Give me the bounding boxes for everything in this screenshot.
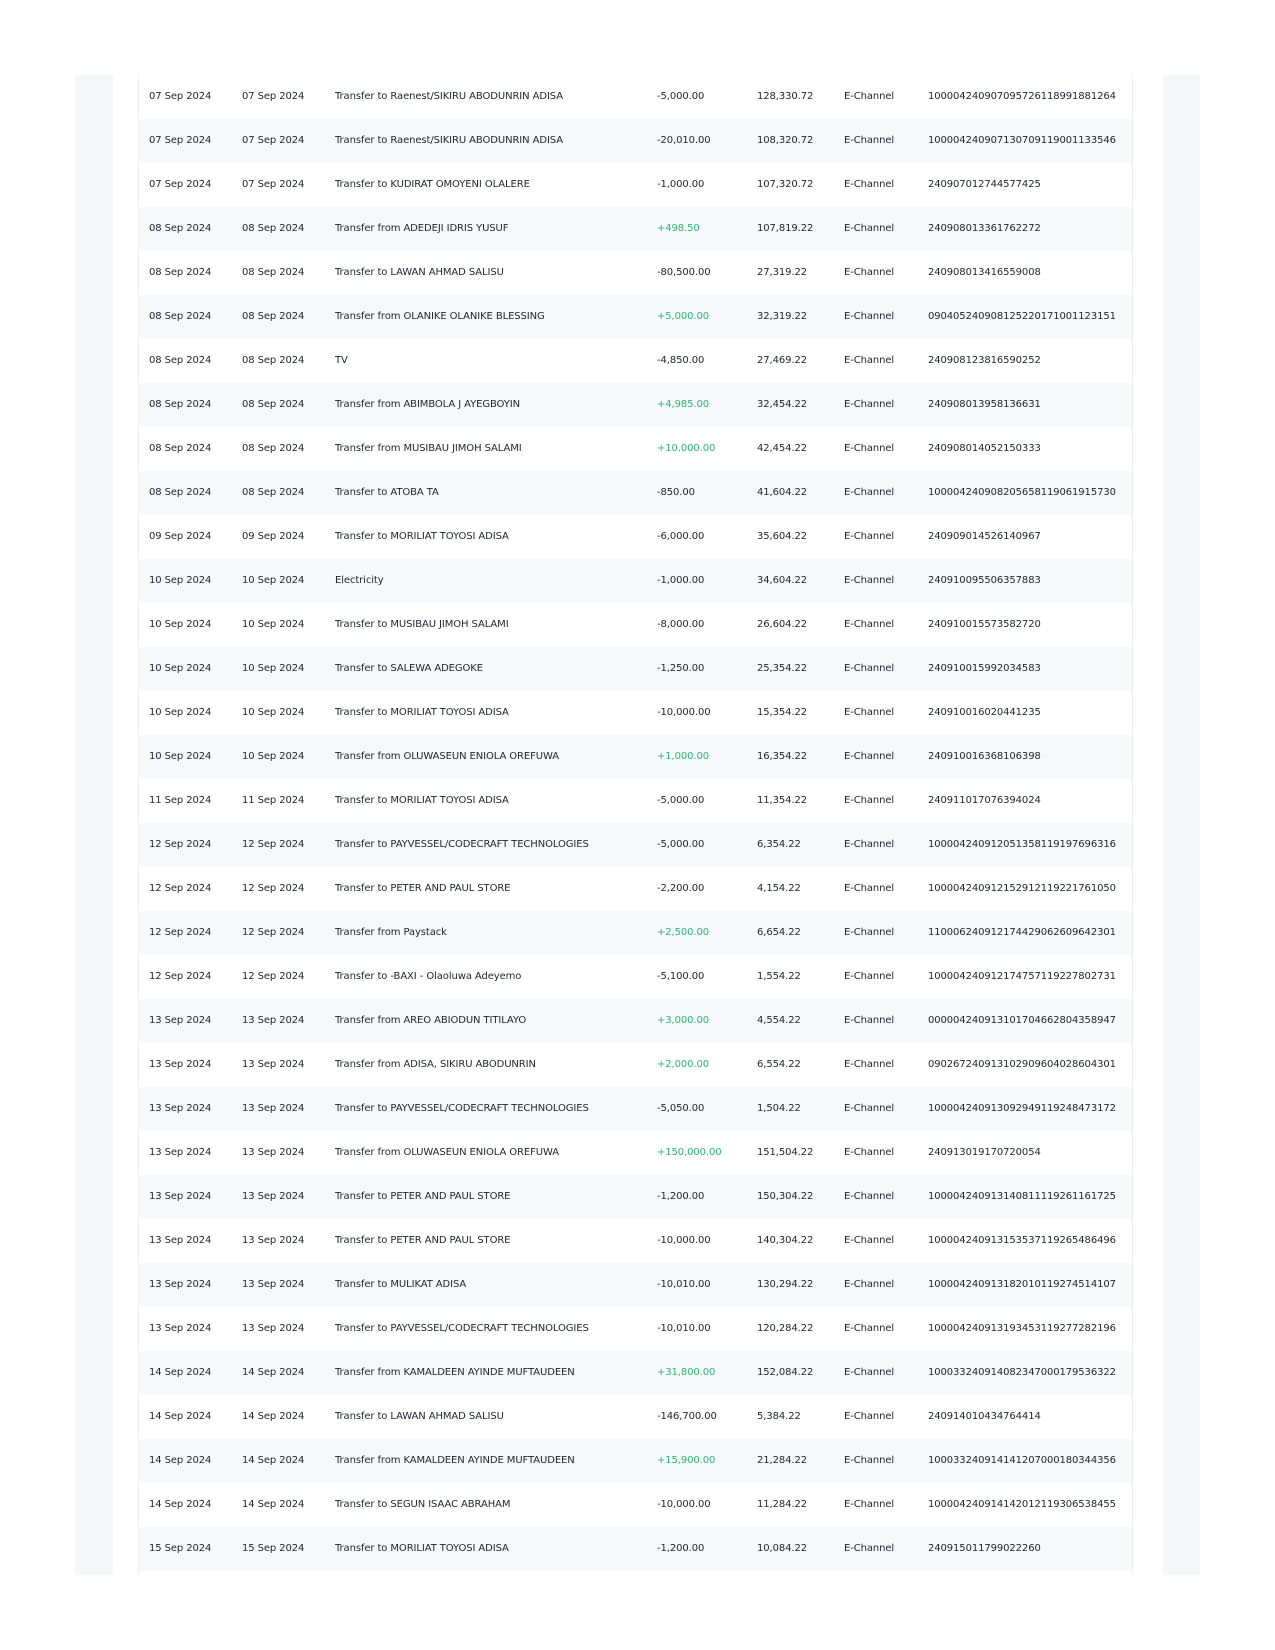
transaction-description: Transfer to SALEWA ADEGOKE (335, 663, 483, 674)
transaction-date: 12 Sep 2024 (149, 839, 212, 850)
running-balance: 6,654.22 (757, 927, 801, 938)
transaction-date: 13 Sep 2024 (149, 1279, 212, 1290)
transaction-date: 10 Sep 2024 (149, 575, 212, 586)
value-date: 14 Sep 2024 (242, 1499, 305, 1510)
running-balance: 6,554.22 (757, 1059, 801, 1070)
statement-sheet (138, 75, 1133, 1575)
transaction-channel: E-Channel (844, 1499, 895, 1510)
transaction-amount: -5,000.00 (657, 91, 705, 102)
value-date: 12 Sep 2024 (242, 839, 305, 850)
transaction-channel: E-Channel (844, 443, 895, 454)
transaction-amount: -5,100.00 (657, 971, 705, 982)
transaction-channel: E-Channel (844, 355, 895, 366)
table-row (139, 251, 1132, 295)
transaction-channel: E-Channel (844, 1411, 895, 1422)
transaction-reference: 100004240907095726118991881264 (928, 91, 1116, 102)
table-row (139, 75, 1132, 119)
running-balance: 152,084.22 (757, 1367, 814, 1378)
transaction-reference: 100004240912051358119197696316 (928, 839, 1116, 850)
transaction-date: 07 Sep 2024 (149, 91, 212, 102)
transaction-date: 08 Sep 2024 (149, 443, 212, 454)
transaction-description: Transfer from ADISA, SIKIRU ABODUNRIN (335, 1059, 536, 1070)
running-balance: 1,504.22 (757, 1103, 801, 1114)
transaction-amount: -10,010.00 (657, 1279, 711, 1290)
transaction-reference: 100004240913153537119265486496 (928, 1235, 1116, 1246)
transaction-description: Transfer from OLUWASEUN ENIOLA OREFUWA (335, 1147, 559, 1158)
transaction-date: 14 Sep 2024 (149, 1411, 212, 1422)
transaction-reference: 240908013958136631 (928, 399, 1041, 410)
transaction-description: Transfer from ABIMBOLA J AYEGBOYIN (335, 399, 521, 410)
transaction-description: Transfer from OLUWASEUN ENIOLA OREFUWA (335, 751, 559, 762)
running-balance: 42,454.22 (757, 443, 807, 454)
transaction-channel: E-Channel (844, 707, 895, 718)
running-balance: 130,294.22 (757, 1279, 814, 1290)
transaction-amount: -10,000.00 (657, 707, 711, 718)
transaction-description: Transfer to PAYVESSEL/CODECRAFT TECHNOLOGIES (335, 839, 589, 850)
running-balance: 128,330.72 (757, 91, 814, 102)
transaction-date: 10 Sep 2024 (149, 619, 212, 630)
transaction-channel: E-Channel (844, 1543, 895, 1554)
transaction-reference: 090405240908125220171001123151 (928, 311, 1116, 322)
transaction-channel: E-Channel (844, 663, 895, 674)
transaction-reference: 100033240914082347000179536322 (928, 1367, 1116, 1378)
table-row (139, 735, 1132, 779)
transaction-channel: E-Channel (844, 531, 895, 542)
transaction-channel: E-Channel (844, 267, 895, 278)
table-row (139, 911, 1132, 955)
transaction-reference: 100004240912152912119221761050 (928, 883, 1116, 894)
running-balance: 35,604.22 (757, 531, 807, 542)
transaction-description: Transfer from Paystack (335, 927, 447, 938)
transaction-channel: E-Channel (844, 91, 895, 102)
transaction-channel: E-Channel (844, 839, 895, 850)
transaction-date: 14 Sep 2024 (149, 1499, 212, 1510)
transaction-channel: E-Channel (844, 1235, 895, 1246)
transaction-reference: 240910016368106398 (928, 751, 1041, 762)
value-date: 10 Sep 2024 (242, 707, 305, 718)
transaction-amount: -146,700.00 (657, 1411, 717, 1422)
transaction-amount: +5,000.00 (657, 311, 710, 322)
value-date: 09 Sep 2024 (242, 531, 305, 542)
table-row (139, 1483, 1132, 1527)
running-balance: 32,454.22 (757, 399, 807, 410)
table-row (139, 1351, 1132, 1395)
transaction-amount: +150,000.00 (657, 1147, 722, 1158)
transaction-channel: E-Channel (844, 487, 895, 498)
transaction-amount: +31,800.00 (657, 1367, 716, 1378)
transaction-description: Transfer to LAWAN AHMAD SALISU (335, 1411, 504, 1422)
table-row (139, 163, 1132, 207)
transaction-description: Transfer to MORILIAT TOYOSI ADISA (335, 531, 509, 542)
transaction-amount: -1,000.00 (657, 179, 705, 190)
running-balance: 151,504.22 (757, 1147, 814, 1158)
running-balance: 107,320.72 (757, 179, 814, 190)
transaction-date: 11 Sep 2024 (149, 795, 212, 806)
value-date: 14 Sep 2024 (242, 1411, 305, 1422)
transaction-reference: 240908123816590252 (928, 355, 1041, 366)
table-row (139, 1307, 1132, 1351)
value-date: 15 Sep 2024 (242, 1543, 305, 1554)
running-balance: 27,319.22 (757, 267, 807, 278)
value-date: 12 Sep 2024 (242, 927, 305, 938)
transaction-date: 13 Sep 2024 (149, 1235, 212, 1246)
transaction-channel: E-Channel (844, 1191, 895, 1202)
transaction-reference: 100004240913140811119261161725 (928, 1191, 1116, 1202)
transaction-date: 12 Sep 2024 (149, 883, 212, 894)
value-date: 13 Sep 2024 (242, 1323, 305, 1334)
transaction-channel: E-Channel (844, 1455, 895, 1466)
transaction-amount: -850.00 (657, 487, 695, 498)
transaction-description: Transfer from KAMALDEEN AYINDE MUFTAUDEEN (335, 1455, 575, 1466)
table-row (139, 1175, 1132, 1219)
table-row (139, 691, 1132, 735)
transaction-channel: E-Channel (844, 883, 895, 894)
transaction-date: 10 Sep 2024 (149, 751, 212, 762)
running-balance: 32,319.22 (757, 311, 807, 322)
table-row (139, 647, 1132, 691)
transaction-amount: +10,000.00 (657, 443, 716, 454)
transaction-amount: +1,000.00 (657, 751, 710, 762)
transaction-date: 09 Sep 2024 (149, 531, 212, 542)
transaction-amount: -1,200.00 (657, 1191, 705, 1202)
transaction-amount: +2,500.00 (657, 927, 710, 938)
table-row (139, 1131, 1132, 1175)
table-row (139, 1395, 1132, 1439)
transaction-amount: -8,000.00 (657, 619, 705, 630)
table-row (139, 867, 1132, 911)
transaction-amount: -5,000.00 (657, 795, 705, 806)
transaction-reference: 100004240913193453119277282196 (928, 1323, 1116, 1334)
transaction-reference: 100004240912174757119227802731 (928, 971, 1116, 982)
running-balance: 6,354.22 (757, 839, 801, 850)
transaction-date: 07 Sep 2024 (149, 179, 212, 190)
transaction-date: 08 Sep 2024 (149, 487, 212, 498)
transaction-description: Transfer to MULIKAT ADISA (335, 1279, 467, 1290)
transaction-channel: E-Channel (844, 575, 895, 586)
transaction-reference: 100004240908205658119061915730 (928, 487, 1116, 498)
transaction-reference: 240907012744577425 (928, 179, 1041, 190)
value-date: 13 Sep 2024 (242, 1235, 305, 1246)
transaction-reference: 240908013416559008 (928, 267, 1041, 278)
page-margin-right (1163, 75, 1200, 1575)
transaction-date: 08 Sep 2024 (149, 311, 212, 322)
transaction-date: 15 Sep 2024 (149, 1543, 212, 1554)
table-row (139, 955, 1132, 999)
transaction-date: 08 Sep 2024 (149, 267, 212, 278)
running-balance: 107,819.22 (757, 223, 814, 234)
transaction-reference: 240914010434764414 (928, 1411, 1041, 1422)
transaction-description: Transfer from KAMALDEEN AYINDE MUFTAUDEEN (335, 1367, 575, 1378)
transaction-date: 13 Sep 2024 (149, 1191, 212, 1202)
value-date: 13 Sep 2024 (242, 1059, 305, 1070)
running-balance: 120,284.22 (757, 1323, 814, 1334)
transaction-channel: E-Channel (844, 1059, 895, 1070)
running-balance: 11,284.22 (757, 1499, 807, 1510)
table-row (139, 1263, 1132, 1307)
running-balance: 108,320.72 (757, 135, 814, 146)
transaction-description: Transfer to PETER AND PAUL STORE (335, 883, 511, 894)
running-balance: 26,604.22 (757, 619, 807, 630)
transaction-description: Transfer to PETER AND PAUL STORE (335, 1235, 511, 1246)
transaction-reference: 000004240913101704662804358947 (928, 1015, 1116, 1026)
transaction-amount: -1,200.00 (657, 1543, 705, 1554)
transaction-description: Transfer to -BAXI - Olaoluwa Adeyemo (335, 971, 522, 982)
transaction-channel: E-Channel (844, 751, 895, 762)
transaction-description: Transfer to MUSIBAU JIMOH SALAMI (335, 619, 509, 630)
transaction-reference: 100033240914141207000180344356 (928, 1455, 1116, 1466)
transaction-amount: -6,000.00 (657, 531, 705, 542)
table-row (139, 339, 1132, 383)
transaction-amount: -2,200.00 (657, 883, 705, 894)
running-balance: 16,354.22 (757, 751, 807, 762)
transaction-date: 13 Sep 2024 (149, 1103, 212, 1114)
transaction-description: Transfer from OLANIKE OLANIKE BLESSING (335, 311, 545, 322)
table-row (139, 603, 1132, 647)
transaction-amount: +2,000.00 (657, 1059, 710, 1070)
value-date: 10 Sep 2024 (242, 619, 305, 630)
running-balance: 150,304.22 (757, 1191, 814, 1202)
transaction-reference: 240913019170720054 (928, 1147, 1041, 1158)
transaction-description: Transfer from AREO ABIODUN TITILAYO (335, 1015, 527, 1026)
value-date: 13 Sep 2024 (242, 1147, 305, 1158)
value-date: 12 Sep 2024 (242, 883, 305, 894)
transaction-reference: 240908014052150333 (928, 443, 1041, 454)
transaction-amount: -10,000.00 (657, 1499, 711, 1510)
value-date: 07 Sep 2024 (242, 91, 305, 102)
value-date: 08 Sep 2024 (242, 443, 305, 454)
transaction-reference: 240909014526140967 (928, 531, 1041, 542)
running-balance: 10,084.22 (757, 1543, 807, 1554)
transaction-description: Transfer from MUSIBAU JIMOH SALAMI (335, 443, 522, 454)
table-row (139, 383, 1132, 427)
transaction-reference: 100004240913182010119274514107 (928, 1279, 1116, 1290)
value-date: 13 Sep 2024 (242, 1015, 305, 1026)
transaction-reference: 100004240913092949119248473172 (928, 1103, 1116, 1114)
transaction-description: Transfer to Raenest/SIKIRU ABODUNRIN ADISA (335, 91, 563, 102)
running-balance: 11,354.22 (757, 795, 807, 806)
transaction-description: Transfer to ATOBA TA (335, 487, 439, 498)
transaction-amount: -80,500.00 (657, 267, 711, 278)
transaction-channel: E-Channel (844, 1015, 895, 1026)
value-date: 14 Sep 2024 (242, 1367, 305, 1378)
transaction-description: Transfer to Raenest/SIKIRU ABODUNRIN ADISA (335, 135, 563, 146)
transaction-channel: E-Channel (844, 135, 895, 146)
transaction-reference: 240910015573582720 (928, 619, 1041, 630)
transaction-reference: 240915011799022260 (928, 1543, 1041, 1554)
running-balance: 15,354.22 (757, 707, 807, 718)
table-row (139, 1219, 1132, 1263)
table-row (139, 1087, 1132, 1131)
transaction-date: 08 Sep 2024 (149, 223, 212, 234)
transaction-reference: 100004240914142012119306538455 (928, 1499, 1116, 1510)
transaction-description: Transfer to PAYVESSEL/CODECRAFT TECHNOLOGIES (335, 1103, 589, 1114)
transaction-amount: +498.50 (657, 223, 700, 234)
table-row (139, 295, 1132, 339)
transaction-description: Transfer from ADEDEJI IDRIS YUSUF (335, 223, 509, 234)
transaction-amount: -1,000.00 (657, 575, 705, 586)
transaction-description: Transfer to LAWAN AHMAD SALISU (335, 267, 504, 278)
transaction-date: 08 Sep 2024 (149, 355, 212, 366)
running-balance: 4,554.22 (757, 1015, 801, 1026)
transaction-date: 12 Sep 2024 (149, 971, 212, 982)
transaction-reference: 110006240912174429062609642301 (928, 927, 1116, 938)
transaction-description: Transfer to MORILIAT TOYOSI ADISA (335, 795, 509, 806)
transaction-channel: E-Channel (844, 179, 895, 190)
transaction-description: Transfer to MORILIAT TOYOSI ADISA (335, 707, 509, 718)
table-row (139, 559, 1132, 603)
transaction-date: 08 Sep 2024 (149, 399, 212, 410)
transaction-date: 14 Sep 2024 (149, 1455, 212, 1466)
value-date: 08 Sep 2024 (242, 399, 305, 410)
running-balance: 21,284.22 (757, 1455, 807, 1466)
transaction-channel: E-Channel (844, 223, 895, 234)
transaction-date: 14 Sep 2024 (149, 1367, 212, 1378)
transaction-amount: -4,850.00 (657, 355, 705, 366)
transaction-reference: 240908013361762272 (928, 223, 1041, 234)
transaction-reference: 100004240907130709119001133546 (928, 135, 1116, 146)
table-row (139, 515, 1132, 559)
transaction-description: Transfer to KUDIRAT OMOYENI OLALERE (335, 179, 530, 190)
running-balance: 4,154.22 (757, 883, 801, 894)
value-date: 08 Sep 2024 (242, 223, 305, 234)
transaction-description: Transfer to PETER AND PAUL STORE (335, 1191, 511, 1202)
table-row (139, 779, 1132, 823)
running-balance: 1,554.22 (757, 971, 801, 982)
table-row (139, 1527, 1132, 1571)
running-balance: 34,604.22 (757, 575, 807, 586)
page-margin-left (75, 75, 113, 1575)
table-row (139, 823, 1132, 867)
value-date: 12 Sep 2024 (242, 971, 305, 982)
value-date: 08 Sep 2024 (242, 355, 305, 366)
transaction-channel: E-Channel (844, 971, 895, 982)
transaction-amount: +15,900.00 (657, 1455, 716, 1466)
table-row (139, 119, 1132, 163)
transaction-description: Transfer to PAYVESSEL/CODECRAFT TECHNOLOGIES (335, 1323, 589, 1334)
transaction-description: TV (335, 355, 348, 366)
transaction-amount: -20,010.00 (657, 135, 711, 146)
value-date: 08 Sep 2024 (242, 267, 305, 278)
table-row (139, 207, 1132, 251)
transaction-reference: 090267240913102909604028604301 (928, 1059, 1116, 1070)
transaction-description: Transfer to MORILIAT TOYOSI ADISA (335, 1543, 509, 1554)
running-balance: 25,354.22 (757, 663, 807, 674)
value-date: 07 Sep 2024 (242, 135, 305, 146)
transaction-amount: -10,000.00 (657, 1235, 711, 1246)
transaction-reference: 240910015992034583 (928, 663, 1041, 674)
value-date: 13 Sep 2024 (242, 1103, 305, 1114)
transaction-date: 13 Sep 2024 (149, 1015, 212, 1026)
transaction-channel: E-Channel (844, 1147, 895, 1158)
transaction-channel: E-Channel (844, 619, 895, 630)
table-row (139, 1043, 1132, 1087)
value-date: 10 Sep 2024 (242, 751, 305, 762)
running-balance: 140,304.22 (757, 1235, 814, 1246)
transaction-amount: -5,050.00 (657, 1103, 705, 1114)
value-date: 13 Sep 2024 (242, 1279, 305, 1290)
transaction-date: 13 Sep 2024 (149, 1059, 212, 1070)
value-date: 07 Sep 2024 (242, 179, 305, 190)
table-row (139, 1439, 1132, 1483)
running-balance: 41,604.22 (757, 487, 807, 498)
value-date: 10 Sep 2024 (242, 663, 305, 674)
transaction-reference: 240910016020441235 (928, 707, 1041, 718)
transaction-date: 10 Sep 2024 (149, 663, 212, 674)
transaction-amount: -10,010.00 (657, 1323, 711, 1334)
transaction-date: 13 Sep 2024 (149, 1147, 212, 1158)
value-date: 08 Sep 2024 (242, 487, 305, 498)
transaction-channel: E-Channel (844, 399, 895, 410)
transaction-reference: 240910095506357883 (928, 575, 1041, 586)
running-balance: 5,384.22 (757, 1411, 801, 1422)
transaction-table (139, 75, 1132, 1571)
transaction-description: Transfer to SEGUN ISAAC ABRAHAM (335, 1499, 511, 1510)
transaction-channel: E-Channel (844, 927, 895, 938)
value-date: 10 Sep 2024 (242, 575, 305, 586)
transaction-reference: 240911017076394024 (928, 795, 1041, 806)
value-date: 08 Sep 2024 (242, 311, 305, 322)
transaction-channel: E-Channel (844, 311, 895, 322)
table-row (139, 999, 1132, 1043)
transaction-date: 13 Sep 2024 (149, 1323, 212, 1334)
transaction-date: 12 Sep 2024 (149, 927, 212, 938)
transaction-amount: -5,000.00 (657, 839, 705, 850)
transaction-channel: E-Channel (844, 795, 895, 806)
transaction-description: Electricity (335, 575, 384, 586)
table-row (139, 427, 1132, 471)
transaction-amount: +4,985.00 (657, 399, 710, 410)
transaction-channel: E-Channel (844, 1103, 895, 1114)
value-date: 14 Sep 2024 (242, 1455, 305, 1466)
transaction-date: 10 Sep 2024 (149, 707, 212, 718)
table-row (139, 471, 1132, 515)
running-balance: 27,469.22 (757, 355, 807, 366)
transaction-channel: E-Channel (844, 1323, 895, 1334)
transaction-channel: E-Channel (844, 1367, 895, 1378)
transaction-amount: +3,000.00 (657, 1015, 710, 1026)
transaction-date: 07 Sep 2024 (149, 135, 212, 146)
value-date: 13 Sep 2024 (242, 1191, 305, 1202)
value-date: 11 Sep 2024 (242, 795, 305, 806)
transaction-amount: -1,250.00 (657, 663, 705, 674)
transaction-channel: E-Channel (844, 1279, 895, 1290)
